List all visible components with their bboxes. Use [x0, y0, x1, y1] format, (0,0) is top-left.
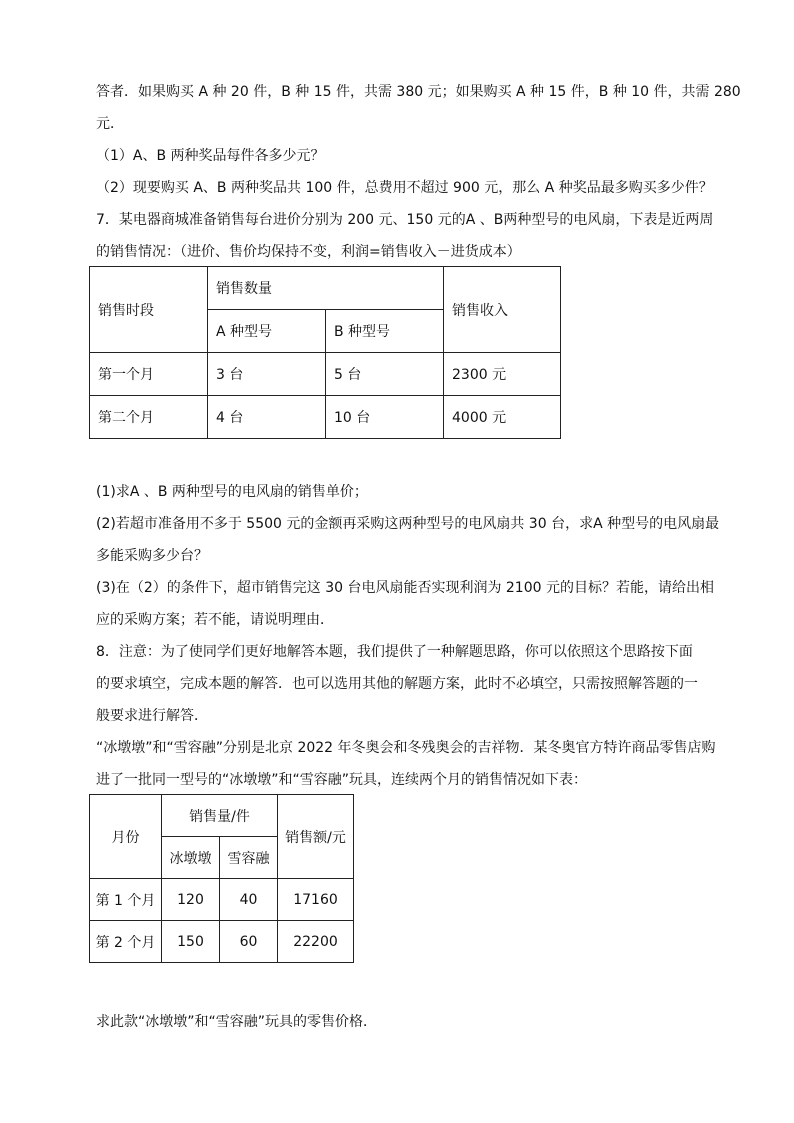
table-cell: 2300 元	[444, 353, 561, 396]
table-cell: 第二个月	[90, 396, 208, 439]
question-8-line-3: 般要求进行解答．	[96, 708, 208, 724]
header-sales-amount: 销售额/元	[278, 795, 354, 879]
header-sales-quantity: 销售量/件	[162, 795, 278, 837]
question-6-part-2: （2）现要购买 A、B 两种奖品共 100 件，总费用不超过 900 元，那么 A 种奖品最多购买多少件？	[96, 180, 713, 196]
question-7-part-3-line-1: (3)在（2）的条件下，超市销售完这 30 台电风扇能否实现利润为 2100 元的目标？若能，请给出相	[96, 580, 714, 596]
table-row	[90, 879, 354, 921]
table-row	[90, 396, 561, 439]
question-6-part-1: （1）A、B 两种奖品每件各多少元？	[96, 148, 325, 164]
header-sales-income: 销售收入	[444, 267, 561, 353]
table-cell: 22200	[278, 921, 354, 963]
question-7-stem-line-2: 的销售情况：（进价、售价均保持不变，利润=销售收入－进货成本）	[96, 244, 521, 260]
question-7-part-2-line-2: 多能采购多少台？	[96, 548, 208, 564]
question-8-line-5: 进了一批同一型号的“冰墩墩”和“雪容融”玩具，连续两个月的销售情况如下表：	[96, 772, 588, 788]
question-6-stem-line-2: 元．	[96, 116, 124, 132]
header-sales-quantity: 销售数量	[208, 267, 444, 310]
table-cell: 10 台	[326, 396, 444, 439]
table-cell: 第 2 个月	[90, 921, 162, 963]
table-cell: 150	[162, 921, 220, 963]
question-8-line-1: 8．注意：为了使同学们更好地解答本题，我们提供了一种解题思路，你可以依照这个思路按下面	[96, 644, 693, 660]
table-cell: 5 台	[326, 353, 444, 396]
table-cell: 第 1 个月	[90, 879, 162, 921]
table-cell: 3 台	[208, 353, 326, 396]
table-cell: 40	[220, 879, 278, 921]
header-type-a: A 种型号	[208, 310, 326, 353]
table-cell: 120	[162, 879, 220, 921]
header-month: 月份	[90, 795, 162, 879]
table-cell: 60	[220, 921, 278, 963]
header-bing-dwen-dwen: 冰墩墩	[162, 837, 220, 879]
question-8-line-4: “冰墩墩”和“雪容融”分别是北京 2022 年冬奥会和冬残奥会的吉祥物．某冬奥官方特许商品零售店购	[96, 740, 716, 756]
table-cell: 4000 元	[444, 396, 561, 439]
sales-table-mascots	[89, 794, 354, 963]
header-shuey-rhon-rhon: 雪容融	[220, 837, 278, 879]
table-row	[90, 921, 354, 963]
table-row	[90, 353, 561, 396]
question-7-part-2-line-1: (2)若超市准备用不多于 5500 元的金额再采购这两种型号的电风扇共 30 台，求A 种型号的电风扇最	[96, 516, 720, 532]
question-7-part-1: (1)求A 、B 两种型号的电风扇的销售单价；	[96, 484, 368, 500]
question-6-stem-line-1: 答者．如果购买 A 种 20 件，B 种 15 件，共需 380 元；如果购买 A 种 15 件，B 种 10 件，共需 280	[96, 84, 741, 100]
header-sales-period: 销售时段	[90, 267, 208, 353]
question-8-final-question: 求此款“冰墩墩”和“雪容融”玩具的零售价格．	[96, 1014, 378, 1030]
table-cell: 4 台	[208, 396, 326, 439]
sales-table-fans	[89, 266, 561, 439]
header-type-b: B 种型号	[326, 310, 444, 353]
question-7-part-3-line-2: 应的采购方案；若不能，请说明理由．	[96, 612, 334, 628]
question-8-line-2: 的要求填空，完成本题的解答．也可以选用其他的解题方案，此时不必填空，只需按照解答题的一	[96, 676, 698, 692]
table-cell: 17160	[278, 879, 354, 921]
question-7-stem-line-1: 7．某电器商城准备销售每台进价分别为 200 元、150 元的A 、B两种型号的电风扇，下表是近两周	[96, 212, 714, 228]
table-cell: 第一个月	[90, 353, 208, 396]
